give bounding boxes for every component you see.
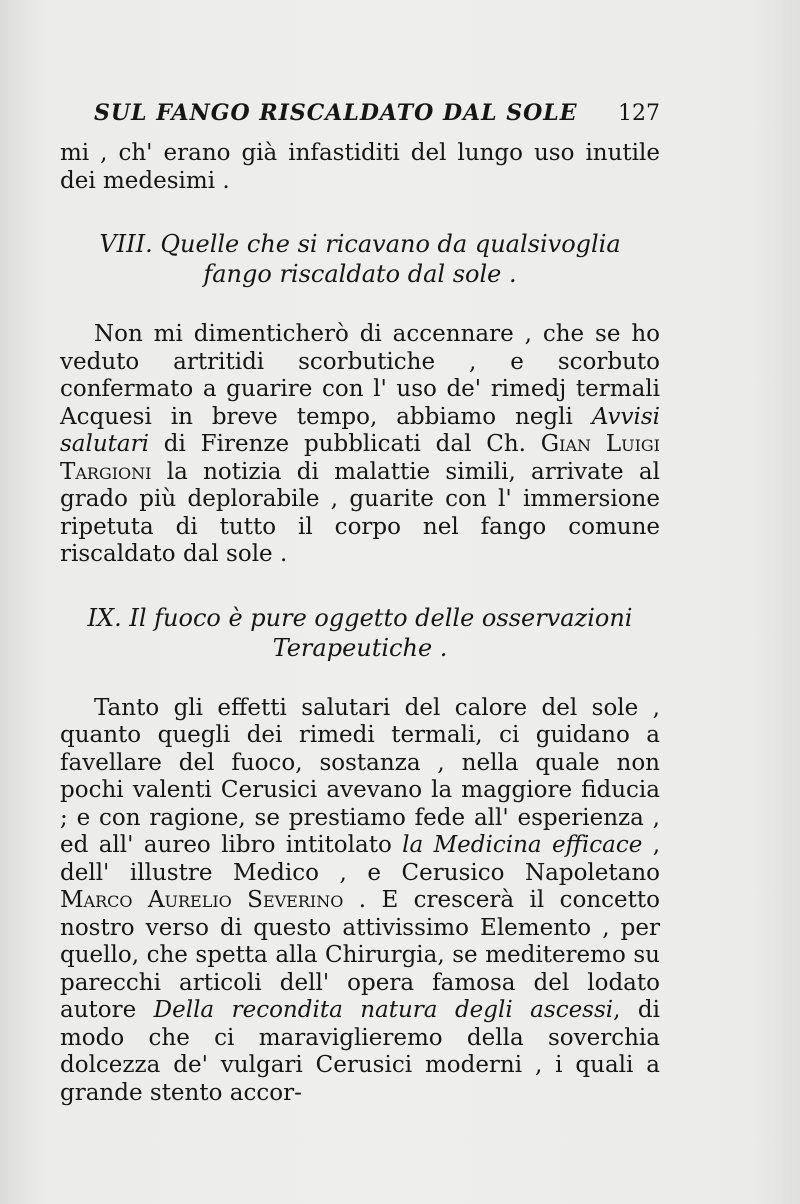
paragraph-text: la notizia di malattie simili, arrivate al grado più deplorabile , guarite con l' immersione ripetuta di tutto il corpo nel fango comune riscaldato dal sole . <box>60 458 660 567</box>
section-title-line2: fango riscaldato dal sole . <box>203 260 517 288</box>
italic-title: la Medicina efficace <box>402 832 643 858</box>
section-heading-ix <box>60 603 660 663</box>
paragraph-text: di Firenze pubblicati dal Ch. <box>149 431 541 457</box>
section-number: VIII. <box>99 230 153 258</box>
paragraph-text: . E crescerà il concetto nostro verso di questo attivissimo Elemento , per quello, che spetta alla Chirurgia, se mediteremo su parecchi articoli dell' opera famosa del lodato autore <box>60 887 660 1023</box>
page-content <box>60 100 660 1141</box>
paragraph-text: , dell' illustre Medico , e Cerusico Napoletano <box>60 832 661 886</box>
author-name: Marco Aurelio Severino <box>60 887 344 913</box>
paragraph-text: , di modo che ci maraviglieremo della soverchia dolcezza de' vulgari Cerusici moderni , i quali a grande stento accor- <box>60 997 660 1106</box>
section-number: IX. <box>87 603 122 632</box>
author-name: Gian Luigi Targioni <box>60 431 660 485</box>
page-number: 127 <box>618 101 660 126</box>
italic-title: Avvisi salutari <box>60 403 660 457</box>
running-head <box>94 100 660 134</box>
paragraph-section-viii <box>60 321 660 569</box>
running-head-title: SUL FANGO RISCALDATO DAL SOLE <box>94 100 578 126</box>
paragraph-text: Non mi dimenticherò di accennare , che se ho veduto artritidi scorbutiche , e scorbuto confermato a guarire con l' uso de' rimedj termali Acquesi in breve tempo, abbiamo negli <box>60 321 660 430</box>
section-title-line2: Terapeutiche . <box>272 633 448 662</box>
section-title-line1: Il fuoco è pure oggetto delle osservazioni <box>129 603 633 632</box>
paragraph-text: Tanto gli effetti salutari del calore del sole , quanto quegli dei rimedi termali, ci guidano a favellare del fuoco, sostanza , nella quale non pochi valenti Cerusici avevano la maggiore fiducia ; e con ragione, se prestiamo fede all' esperienza , ed all' aureo libro intitolato <box>60 694 660 858</box>
italic-title: Della recondita natura degli ascessi <box>153 997 614 1023</box>
section-title-line1: Quelle che si ricavano da qualsivoglia <box>160 230 621 258</box>
paragraph-continuation: mi , ch' erano già infastiditi del lungo uso inutile dei medesimi . <box>60 140 660 194</box>
section-heading-viii <box>60 229 660 289</box>
paragraph-section-ix <box>60 695 660 1108</box>
